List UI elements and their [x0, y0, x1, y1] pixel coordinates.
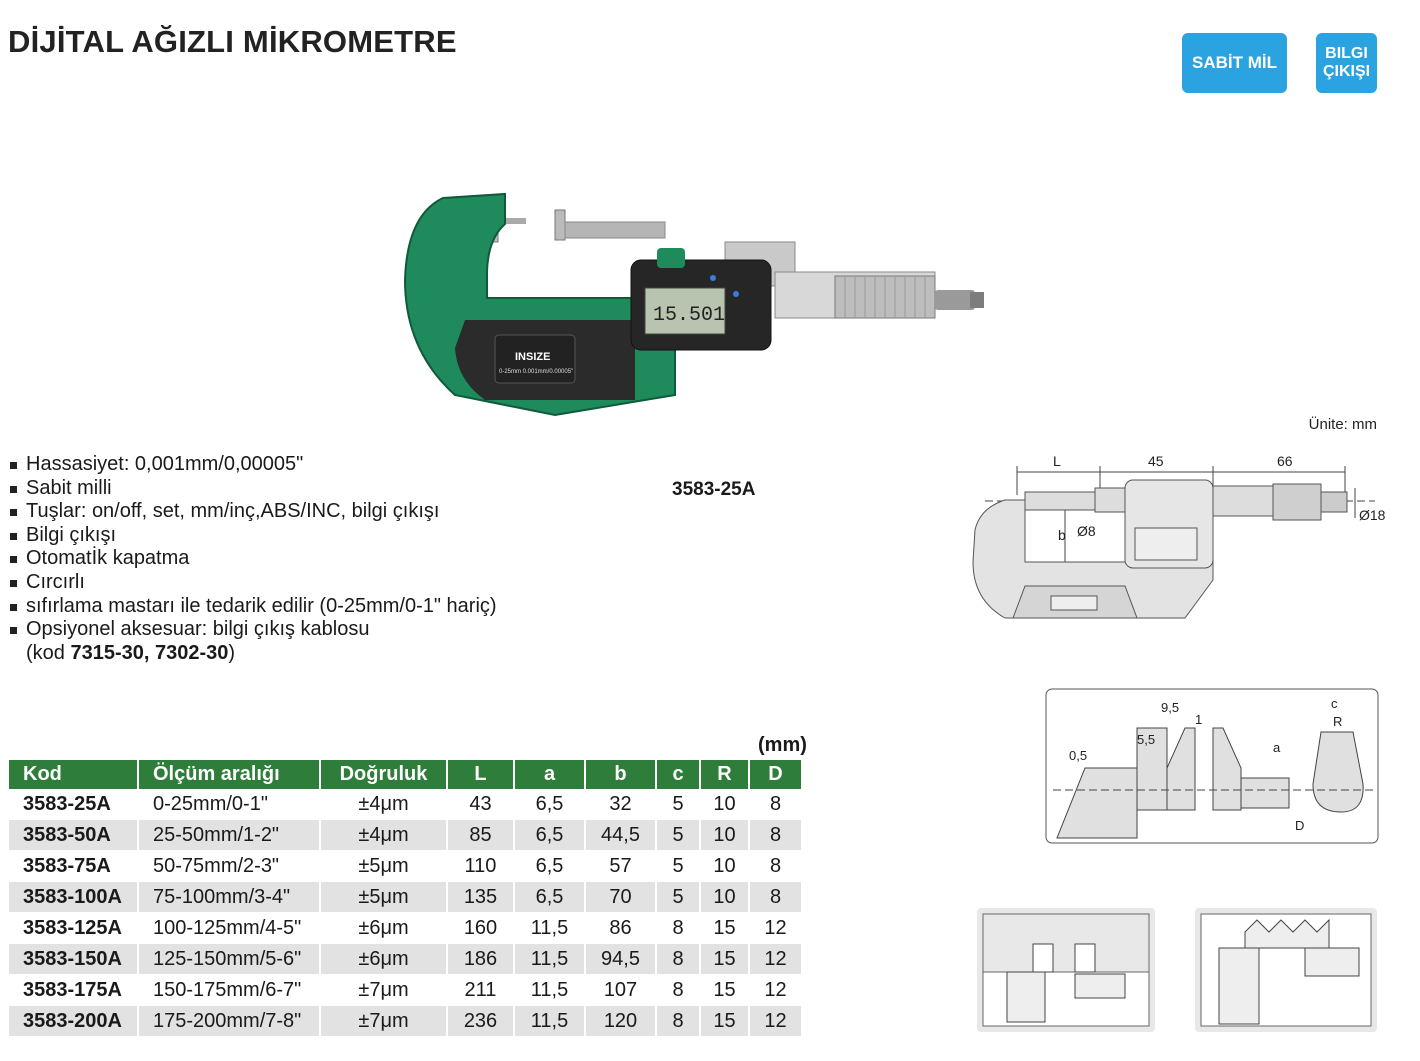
label-45: 45	[1148, 453, 1164, 469]
table-cell: ±4μm	[320, 789, 447, 820]
table-cell: 8	[656, 975, 700, 1006]
table-cell: 6,5	[514, 882, 585, 913]
table-cell: 8	[749, 851, 802, 882]
page-title: DİJİTAL AĞIZLI MİKROMETRE	[8, 24, 457, 59]
label-5-5: 5,5	[1137, 732, 1156, 747]
table-unit: (mm)	[758, 734, 807, 756]
table-row	[9, 1006, 802, 1037]
table-cell: 11,5	[514, 1006, 585, 1037]
table-cell: 3583-125A	[9, 913, 138, 944]
table-cell: 12	[749, 1006, 802, 1037]
label-0-5: 0,5	[1069, 748, 1088, 763]
table-cell: 12	[749, 944, 802, 975]
table-row	[9, 913, 802, 944]
feature-item: Sabit milli	[10, 477, 497, 501]
table-cell: 8	[749, 820, 802, 851]
table-cell: 107	[585, 975, 656, 1006]
table-cell: 11,5	[514, 944, 585, 975]
table-cell: 5	[656, 851, 700, 882]
micrometer-product-image	[395, 180, 995, 430]
table-cell: 12	[749, 913, 802, 944]
table-cell: 11,5	[514, 975, 585, 1006]
table-cell: 236	[447, 1006, 514, 1037]
table-cell: 57	[585, 851, 656, 882]
col-header: D	[749, 760, 802, 789]
table-cell: 186	[447, 944, 514, 975]
unit-note: Ünite: mm	[1308, 416, 1377, 433]
label-d8: Ø8	[1077, 523, 1096, 539]
table-row	[9, 882, 802, 913]
feature-list	[10, 453, 497, 665]
label-D: D	[1295, 818, 1305, 833]
table-cell: 43	[447, 789, 514, 820]
table-cell: 15	[700, 975, 749, 1006]
col-header: R	[700, 760, 749, 789]
table-cell: 175-200mm/7-8"	[138, 1006, 320, 1037]
table-cell: 8	[656, 1006, 700, 1037]
table-row	[9, 820, 802, 851]
table-row	[9, 789, 802, 820]
table-cell: ±5μm	[320, 851, 447, 882]
table-cell: 110	[447, 851, 514, 882]
table-cell: 5	[656, 789, 700, 820]
table-header-row	[9, 760, 802, 789]
label-R: R	[1333, 714, 1343, 729]
table-cell: 8	[656, 944, 700, 975]
table-cell: 15	[700, 913, 749, 944]
label-c: c	[1331, 696, 1338, 711]
svg-text:0-25mm 0.001mm/0.00005": 0-25mm 0.001mm/0.00005"	[499, 369, 574, 375]
table-cell: 10	[700, 882, 749, 913]
col-header: Kod	[9, 760, 138, 789]
table-cell: 211	[447, 975, 514, 1006]
table-cell: 3583-150A	[9, 944, 138, 975]
table-cell: ±6μm	[320, 913, 447, 944]
col-header: Ölçüm aralığı	[138, 760, 320, 789]
usage-illustration-1	[977, 908, 1155, 1032]
table-cell: 50-75mm/2-3"	[138, 851, 320, 882]
col-header: b	[585, 760, 656, 789]
table-cell: 3583-25A	[9, 789, 138, 820]
table-cell: 12	[749, 975, 802, 1006]
table-cell: 70	[585, 882, 656, 913]
table-cell: 11,5	[514, 913, 585, 944]
table-row	[9, 851, 802, 882]
brand-logo-text: INSIZE	[515, 351, 551, 363]
feature-code-line: (kod 7315-30, 7302-30)	[26, 641, 236, 664]
label-66: 66	[1277, 453, 1293, 469]
detail-drawing	[1045, 688, 1379, 844]
table-cell: 85	[447, 820, 514, 851]
table-cell: 5	[656, 882, 700, 913]
table-cell: 100-125mm/4-5"	[138, 913, 320, 944]
table-cell: 10	[700, 851, 749, 882]
table-cell: ±4μm	[320, 820, 447, 851]
table-cell: ±7μm	[320, 975, 447, 1006]
label-9-5: 9,5	[1161, 700, 1180, 715]
table-cell: 135	[447, 882, 514, 913]
table-cell: 120	[585, 1006, 656, 1037]
table-cell: 10	[700, 820, 749, 851]
usage-illustration-2	[1195, 908, 1377, 1032]
col-header: a	[514, 760, 585, 789]
table-cell: 32	[585, 789, 656, 820]
table-cell: 25-50mm/1-2"	[138, 820, 320, 851]
data-output-badge: BILGI ÇIKIŞI	[1316, 33, 1377, 93]
table-cell: 3583-50A	[9, 820, 138, 851]
table-cell: 3583-100A	[9, 882, 138, 913]
label-a: a	[1273, 740, 1281, 755]
table-cell: 6,5	[514, 820, 585, 851]
table-cell: ±7μm	[320, 1006, 447, 1037]
table-cell: 3583-175A	[9, 975, 138, 1006]
label-1: 1	[1195, 712, 1203, 727]
model-code: 3583-25A	[672, 479, 756, 500]
feature-item: Cırcırlı	[10, 571, 497, 595]
table-cell: 160	[447, 913, 514, 944]
table-cell: 125-150mm/5-6"	[138, 944, 320, 975]
feature-item: Otomatİk kapatma	[10, 547, 497, 571]
feature-item: Opsiyonel aksesuar: bilgi çıkış kablosu	[10, 618, 497, 642]
table-cell: 94,5	[585, 944, 656, 975]
feature-item: Bilgi çıkışı	[10, 524, 497, 548]
feature-item: Tuşlar: on/off, set, mm/inç,ABS/INC, bilgi çıkışı	[10, 500, 497, 524]
table-cell: 6,5	[514, 789, 585, 820]
table-cell: 15	[700, 944, 749, 975]
table-row	[9, 975, 802, 1006]
table-cell: 44,5	[585, 820, 656, 851]
table-cell: 15	[700, 1006, 749, 1037]
table-cell: 3583-200A	[9, 1006, 138, 1037]
table-row	[9, 944, 802, 975]
lcd-display-value: 15.501	[653, 304, 726, 327]
col-header: L	[447, 760, 514, 789]
col-header: Doğruluk	[320, 760, 447, 789]
table-cell: 8	[656, 913, 700, 944]
table-cell: 8	[749, 789, 802, 820]
col-header: c	[656, 760, 700, 789]
table-cell: 3583-75A	[9, 851, 138, 882]
table-cell: 86	[585, 913, 656, 944]
table-cell: 10	[700, 789, 749, 820]
table-cell: 5	[656, 820, 700, 851]
table-cell: 6,5	[514, 851, 585, 882]
fixed-spindle-badge: SABİT MİL	[1182, 33, 1287, 93]
table-cell: ±5μm	[320, 882, 447, 913]
table-cell: 8	[749, 882, 802, 913]
table-cell: 0-25mm/0-1"	[138, 789, 320, 820]
dimension-drawing	[965, 450, 1385, 630]
spec-table	[9, 760, 803, 1037]
table-cell: 150-175mm/6-7"	[138, 975, 320, 1006]
label-b: b	[1058, 527, 1066, 543]
table-cell: ±6μm	[320, 944, 447, 975]
label-d18: Ø18	[1359, 507, 1385, 523]
feature-item: Hassasiyet: 0,001mm/0,00005"	[10, 453, 497, 477]
feature-item: sıfırlama mastarı ile tedarik edilir (0-25mm/0-1" hariç)	[10, 595, 497, 619]
label-L: L	[1053, 453, 1061, 469]
table-cell: 75-100mm/3-4"	[138, 882, 320, 913]
